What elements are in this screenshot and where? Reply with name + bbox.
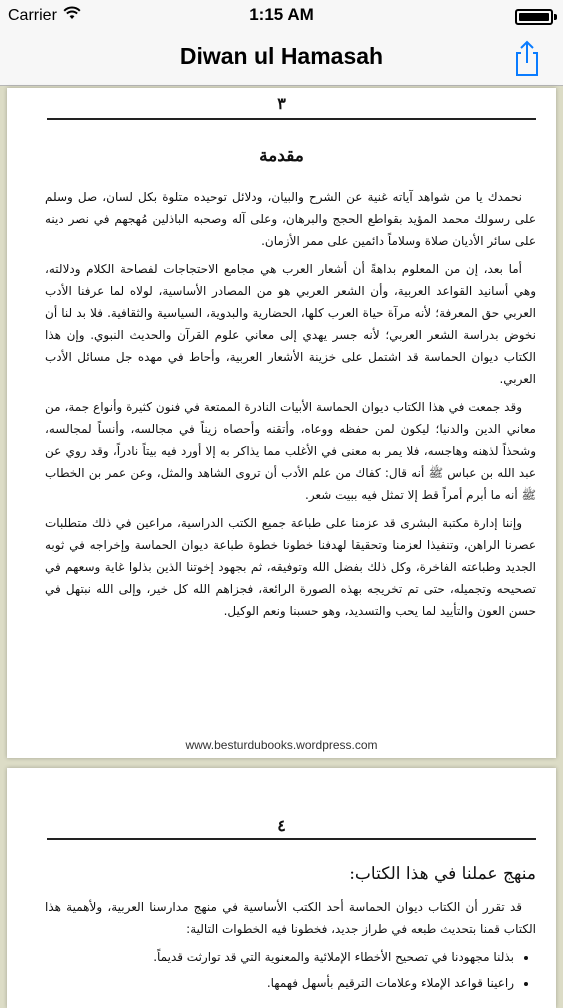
status-time: 1:15 AM	[249, 5, 314, 24]
status-bar	[0, 0, 563, 30]
paragraph: نحمدك يا من شواهد آياته غنية عن الشرح والبيان، ودلائل توحيده متلوة بكل لسان، صل وسلم على رسولك محمد المؤيد بقواطع الحجج والبرهان، وعلى آله وصحبه الباذلين مُهجهم في نصر دينه على سائر الأديان صلاة وسلاماً دائمين على ممر الأزمان.	[45, 190, 536, 248]
header-rule	[47, 838, 536, 840]
share-icon	[505, 36, 549, 80]
book-page-4[interactable]	[7, 768, 556, 1008]
page-number: ٤	[277, 816, 286, 835]
paragraph: أما بعد، إن من المعلوم بداهةً أن أشعار العرب هي مجامع الاحتجاجات لفصاحة الكلام ودلالته، وهي أسانيد القواعد العربية، وأن الشعر العربي هو من المصادر الأساسية، لولاه لما عرفنا الأدب العربي حق المعرفة؛ لأنه مرآة حياة العرب كلها، الحضارية والبدوية، السياسية والثقافية. فلا بد لنا أن نخوض بدراسة الشعر العربي؛ لأنه جسر يهدي إلى معاني علوم القرآن والحديث النبوي. وإن هذا الكتاب ديوان الحماسة قد اشتمل على خزينة الأشعار العربية، وأحاط في مهده جل مسائل الأدب العربي.	[45, 262, 536, 386]
share-button[interactable]	[505, 36, 549, 80]
section-heading: منهج عملنا في هذا الكتاب:	[349, 864, 536, 884]
battery-icon	[515, 9, 553, 25]
carrier-label: Carrier	[8, 6, 57, 24]
page-heading: مقدمة	[259, 146, 304, 166]
nav-title: Diwan ul Hamasah	[179, 43, 384, 69]
header-rule	[47, 118, 536, 120]
bullet-list	[45, 946, 536, 994]
book-page-3[interactable]	[7, 88, 556, 758]
footer-url: www.besturdubooks.wordpress.com	[185, 738, 378, 752]
paragraph: قد تقرر أن الكتاب ديوان الحماسة أحد الكتب الأساسية في منهج مدارسنا العربية، ولأهمية هذا الكتاب قمنا بتحديث طبعه في طراز جديد، فخطونا فيه الخطوات التالية:	[45, 900, 536, 936]
paragraph: وإننا إدارة مكتبة البشرى قد عزمنا على طباعة جميع الكتب الدراسية، مراعين في ذلك متطلبات عصرنا الراهن، وتنفيذا لعزمنا وتحقيقا لهدفنا خطونا خطوة طباعة ديوان الحماسة وإخراجه في ثوبه الجديد وطباعته الفاخرة، وكل ذلك بفضل الله وتوفيقه، ثم بجهود إخوتنا الذين بذلوا غاية وسعهم في تصحيحه وتجميله، حتى تم تخريجه بهذه الصورة الرائعة، فجزاهم الله كل خير، وإلى الله نبتهل في حسن العون والتأييد لما يحب والتسديد، وهو حسبنا ونعم الوكيل.	[45, 516, 536, 618]
battery-level	[519, 13, 549, 21]
list-item: • بذلنا مجهودنا في تصحيح الأخطاء الإملائية والمعنوية التي قد توارثت قديماً.	[45, 946, 514, 968]
navigation-bar	[0, 30, 563, 86]
page-text	[45, 186, 536, 706]
list-item: • راعينا قواعد الإملاء وعلامات الترقيم بأسهل فهمها.	[45, 972, 514, 994]
page-number: ٣	[277, 94, 286, 113]
page-text	[45, 896, 536, 998]
paragraph: وقد جمعت في هذا الكتاب ديوان الحماسة الأبيات النادرة الممتعة في فنون كثيرة وأنواع جمة، من معاني الدين والدنيا؛ ليكون لمن حفظه ووعاه، وأتقنه وأحصاه زيناً في مجالسه، وأنساً لمجالسه، وشحذاً لذهنه وهاجسه، فلا يمر به معنى في الأغلب مما يذاكر به إلا أورد فيه بيتاً نادراً، وقد روي عن عبد الله بن عباس ﷺ أنه قال: كفاك من علم الأدب أن تروى الشاهد والمثل، وعن عمر بن الخطاب ﷺ أنه ما أبرم أمراً قط إلا تمثل فيه ببيت شعر.	[45, 400, 536, 502]
